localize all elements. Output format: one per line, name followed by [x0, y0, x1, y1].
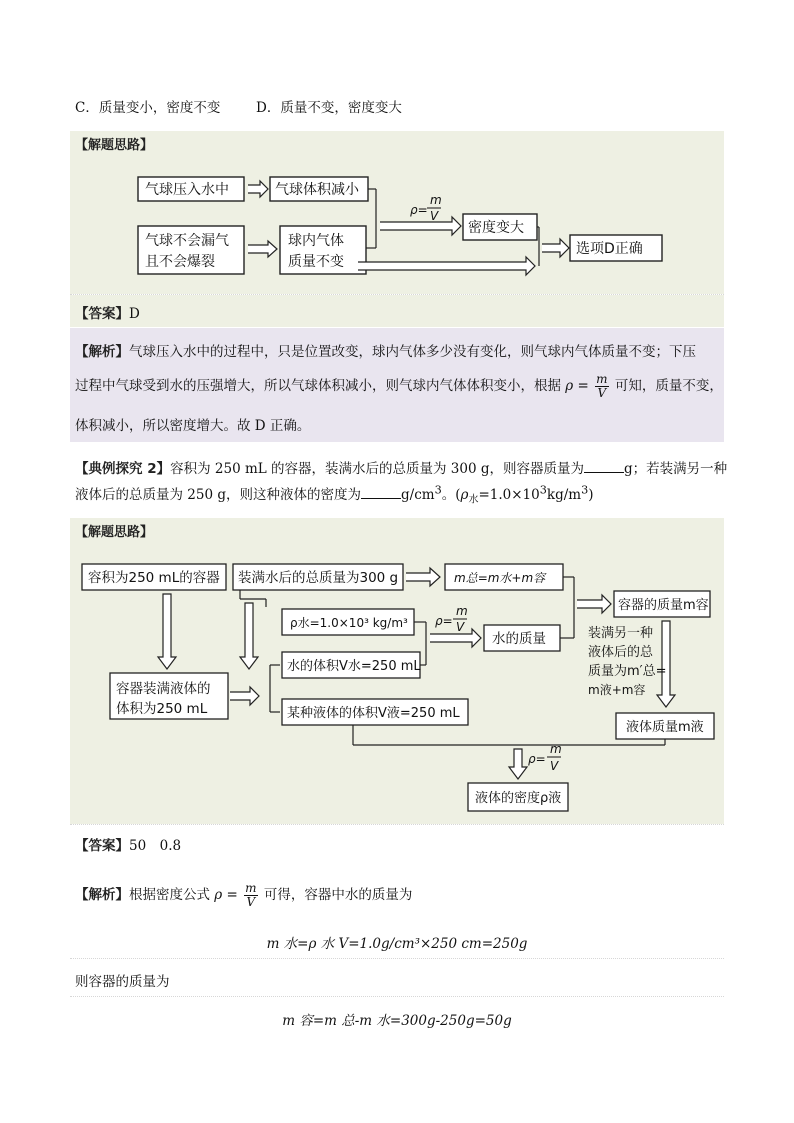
box3-text-2: 且不会爆裂: [145, 254, 215, 270]
answer-value-1: D: [129, 306, 140, 322]
example2-line-1: [75, 457, 727, 477]
option-d: D．质量不变，密度变大: [256, 100, 402, 116]
equation-1: m 水=ρ 水 V=1.0g/cm³×250 cm=250g: [266, 936, 528, 952]
rho-sub-water: 水: [468, 494, 479, 506]
b2-text: 装满水后的总质量为300 g: [238, 570, 399, 586]
analysis-label-1: 【解析】: [75, 344, 129, 360]
flow-diagram-2: [70, 545, 724, 820]
b3-text: m总=m水+m容: [454, 571, 546, 585]
rho-eq: ρ =: [214, 887, 238, 903]
rho-label-top: ρ=: [435, 614, 453, 628]
fraction-m-v-2: $\frac{m}{V}$: [245, 881, 257, 909]
note-text-1: 装满另一种: [588, 626, 654, 641]
example2-label: 【典例探究 2】: [75, 461, 171, 477]
box5-text: 密度变大: [468, 220, 524, 236]
rho-value: =1.0×10: [478, 487, 540, 503]
analysis-2-text-b: 可得，容器中水的质量为: [263, 887, 413, 903]
example2-text-1b: g；若装满另一种: [624, 461, 728, 477]
b1-text: 容积为250 mL的容器: [88, 570, 220, 586]
thinking-label-1: 【解题思路】: [75, 138, 154, 153]
m-label-bottom: m: [550, 742, 562, 756]
rho-unit: kg/m: [546, 487, 582, 503]
note-text-4: m液+m容: [588, 683, 646, 697]
box1-text: 气球压入水中: [145, 182, 229, 198]
b10-text: 液体质量m液: [626, 720, 704, 735]
example2-line-2: 液体后的总质量为 250 g，则这种液体的密度为 $g/cm^3$。$(\rho_水=1.0\times 10^3kg/m^3)$: [75, 483, 594, 506]
example2-text-1a: 容积为 250 mL 的容器，装满水后的总质量为 300 g，则容器质量为: [170, 461, 584, 477]
b6-text: 水的质量: [492, 631, 546, 647]
then-line: 则容器的质量为: [75, 974, 170, 990]
box4-text-2: 质量不变: [288, 254, 344, 270]
close-paren: ): [588, 487, 594, 503]
b9-text: 某种液体的体积V液=250 mL: [287, 706, 460, 721]
analysis-1-text-1: 气球压入水中的过程中，只是位置改变，球内气体多少没有变化，则气球内气体质量不变；下压: [129, 344, 696, 360]
answer-value-2: 50 0.8: [129, 838, 182, 854]
b7-text: 水的体积V水=250 mL: [287, 659, 421, 674]
analysis-1-text-2b: 可知，质量不变，: [614, 378, 723, 394]
note-text-2: 液体后的总: [588, 645, 654, 660]
box6-text: 选项D正确: [576, 241, 643, 257]
answer-label-2: 【答案】: [75, 838, 129, 854]
flow-diagram-1: [70, 160, 724, 290]
option-c: C．质量变小，密度不变: [75, 100, 221, 116]
box3-text-1: 气球不会漏气: [145, 233, 229, 249]
b11-text: 液体的密度ρ液: [475, 791, 562, 806]
analysis-2-line-1: [75, 882, 412, 909]
analysis-label-2: 【解析】: [75, 887, 129, 903]
formula-v: V: [430, 209, 439, 223]
note-text-3: 质量为m′总=: [588, 664, 667, 679]
analysis-2-text-a: 根据密度公式: [129, 887, 210, 903]
blank-2[interactable]: [361, 486, 401, 499]
answer-section-1: [70, 295, 724, 327]
blank-1[interactable]: [584, 460, 624, 473]
answer-line-2: [75, 834, 181, 854]
formula-m: m: [430, 193, 442, 207]
box4-text-1: 球内气体: [288, 233, 344, 249]
b5-text: ρ水=1.0×10³ kg/m³: [290, 616, 408, 630]
example2-paren: 。(: [441, 487, 461, 503]
analysis-1-line-3: 体积减小，所以密度增大。故 D 正确。: [75, 418, 311, 434]
v-label-top: V: [456, 620, 465, 634]
answer-line-1: [75, 302, 140, 322]
analysis-1-line-2: [75, 373, 723, 400]
b4-text: 容器的质量m容: [618, 598, 709, 613]
equation-2: m 容=m 总-m 水=300g-250g=50g: [282, 1013, 512, 1029]
rho-label-bottom: ρ=: [528, 752, 546, 766]
rho-symbol: ρ: [460, 487, 469, 503]
box2-text: 气球体积减小: [275, 182, 359, 198]
v-label-bottom: V: [550, 759, 559, 773]
b8-text-1: 容器装满液体的: [116, 681, 211, 697]
thinking-label-2: 【解题思路】: [75, 525, 154, 540]
example2-unit: g/cm: [401, 487, 435, 503]
analysis-1-text-2a: 过程中气球受到水的压强增大，所以气球体积减小，则气球内气体体积变小，根据: [75, 378, 561, 394]
example2-text-2a: 液体后的总质量为 250 g，则这种液体的密度为: [75, 487, 361, 503]
b8-text-2: 体积为250 mL: [116, 701, 208, 717]
formula-rho: ρ=: [410, 203, 428, 217]
m-label-top: m: [456, 604, 468, 618]
density-formula-inline: ρ =: [565, 378, 589, 394]
fraction-m-v: $\frac{m}{V}$: [596, 372, 608, 400]
analysis-1-line-1: [75, 340, 696, 360]
answer-label-1: 【答案】: [75, 306, 129, 322]
